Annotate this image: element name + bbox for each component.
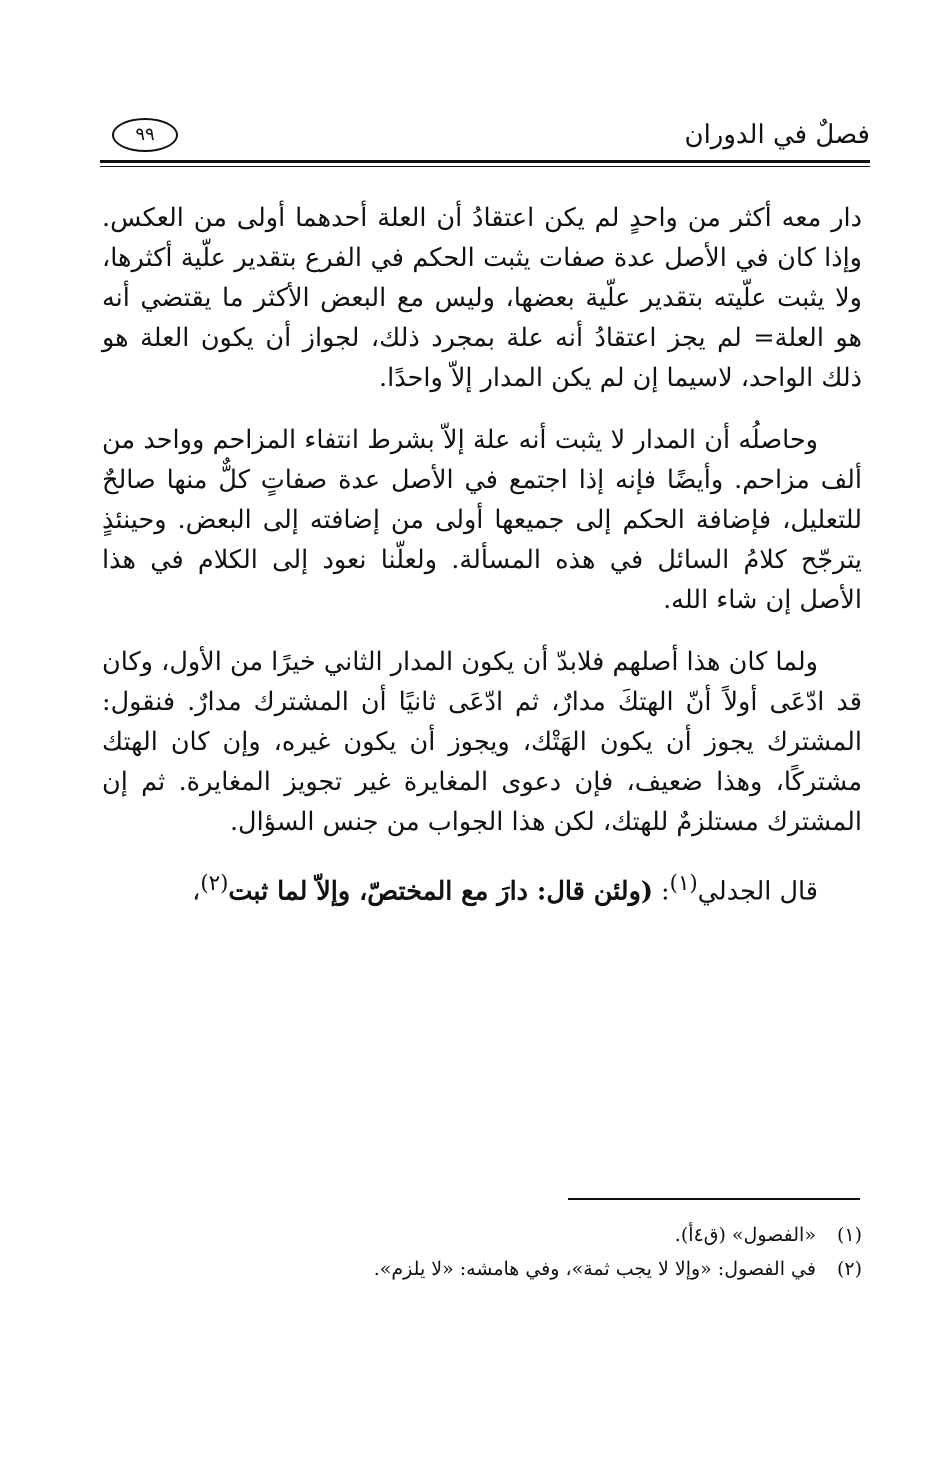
main-text — [102, 198, 862, 934]
header-rule-thin — [100, 166, 870, 167]
footnote-ref-2: (٢) — [200, 871, 229, 896]
footnote-2 — [102, 1252, 862, 1286]
paragraph-3: ولما كان هذا أصلهم فلابدّ أن يكون المدار الثاني خيرًا من الأول، وكان قد ادّعَى أولاً أنّ الهتكَ مدارٌ، ثم ادّعَى ثانيًا أن المشترك مدارٌ. فنقول: المشترك يجوز أن يكون الهَتْك، ويجوز أن يكون غيره، وإن كان الهتك مشتركًا، وهذا ضعيف، فإن دعوى المغايرة غير تجويز المغايرة. ثم إن المشترك مستلزمٌ للهتك، لكن هذا الجواب من جنس السؤال. — [102, 647, 862, 837]
footnote-text: «الفصول» (ق٤أ). — [674, 1224, 816, 1246]
footnote-ref-1: (١) — [669, 871, 698, 896]
quote-colon: : — [652, 876, 670, 907]
page-header — [100, 112, 870, 162]
footnote-number: (٢) — [836, 1258, 862, 1280]
paragraph-4 — [102, 864, 862, 912]
footnote-text: في الفصول: «وإلا لا يجب ثمة»، وفي هامشه: «لا يلزم». — [373, 1258, 816, 1280]
footnote-number: (١) — [836, 1224, 862, 1246]
page-number: ٩٩ — [112, 118, 178, 152]
running-title: فصلٌ في الدوران — [684, 120, 870, 150]
quote-lead: قال الجدلي — [697, 876, 818, 907]
footnotes — [102, 1218, 862, 1286]
header-rule-thick — [100, 160, 870, 163]
quote-end: ، — [192, 876, 201, 907]
paragraph-2: وحاصلُه أن المدار لا يثبت أنه علة إلاّ بشرط انتفاء المزاحم وواحد من ألف مزاحم. وأيضًا فإنه إذا اجتمع في الأصل عدة صفاتٍ كلٌّ منها صالحٌ للتعليل، فإضافة الحكم إلى جميعها أولى من إضافته إلى البعض. وحينئذٍ يترجّح كلامُ السائل في هذه المسألة. ولعلّنا نعود إلى الكلام في هذا الأصل إن شاء الله. — [102, 425, 862, 615]
footnote-1 — [102, 1218, 862, 1252]
footnote-separator — [568, 1198, 860, 1200]
quoted-text: (ولئن قال: دارَ مع المختصّ، وإلاّ لما ثبت — [228, 876, 653, 907]
paragraph-1: دار معه أكثر من واحدٍ لم يكن اعتقادُ أن العلة أحدهما أولى من العكس. وإذا كان في الأصل عدة صفات يثبت الحكم في الفرع بتقدير علّية أكثرها، ولا يثبت علّيته بتقدير علّية بعضها، وليس مع البعض الأكثر ما يقتضي أنه هو العلة= لم يجز اعتقادُ أنه علة بمجرد ذلك، لجواز أن يكون العلة هو ذلك الواحد، لاسيما إن لم يكن المدار إلاّ واحدًا. — [102, 203, 862, 393]
